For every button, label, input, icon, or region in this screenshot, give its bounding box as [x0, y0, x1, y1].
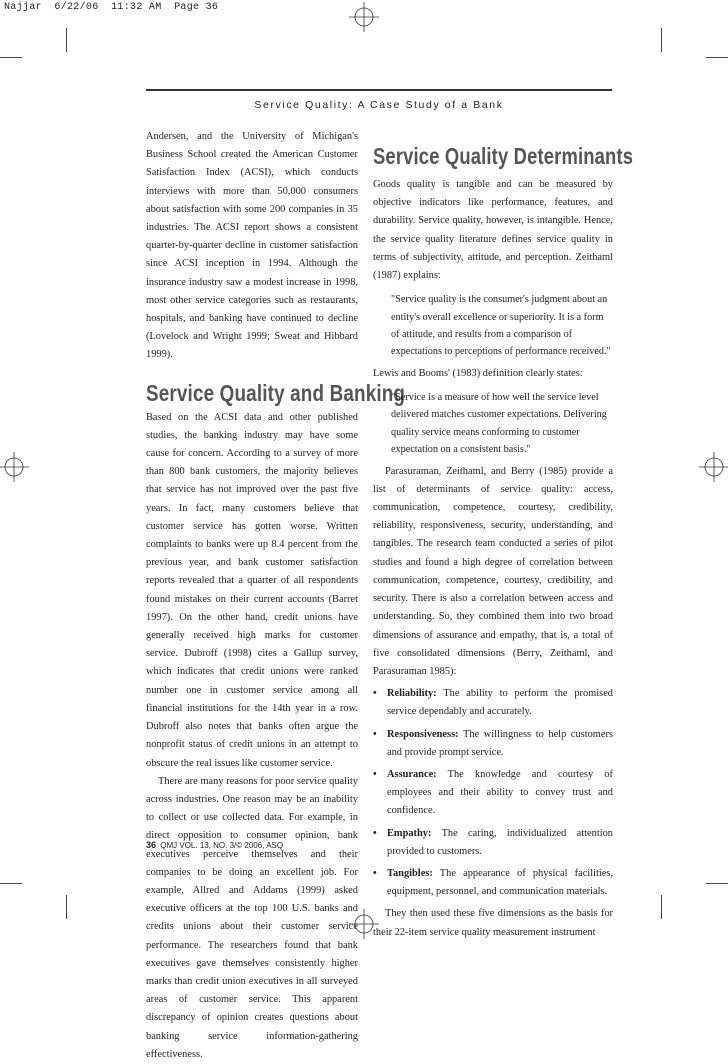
crop-mark-bottom-left-h — [0, 883, 22, 884]
running-head: Service Quality: A Case Study of a Bank — [254, 99, 504, 111]
page-number: 36 — [146, 840, 157, 850]
list-item-text: The knowledge and courtesy of employees and their ability to convey trust and confidence. — [387, 768, 613, 817]
list-item-text: The willingness to help customers and provide prompt service. — [387, 728, 613, 758]
registration-mark-right — [699, 452, 728, 482]
journal-citation: QMJ VOL. 13, NO. 3/© 2006, ASQ — [160, 841, 284, 850]
page-footer — [146, 840, 283, 850]
right-paragraph-2: Lewis and Booms' (1983) definition clearly states: — [373, 367, 583, 379]
dimensions-list — [373, 685, 613, 901]
print-slug: Najjar 6/22/06 11:32 AM Page 36 — [4, 2, 219, 13]
crop-mark-top-right-h — [706, 57, 728, 58]
left-column — [146, 128, 406, 1064]
list-item-term: Assurance: — [387, 768, 437, 780]
list-item-text: The appearance of physical facilities, equipment, personnel, and communication materials. — [387, 867, 613, 898]
left-paragraph-1: Andersen, and the University of Michigan's Business School created the American Customer Satisfaction Index (ACSI), which conducts interviews with more than 50,000 consumers about satisfaction with some 200 companies in 35 industries. The ACSI report shows a consistent quarter-by-quarter decline in customer satisfaction since ACSI inception in 1994. Although the insurance industry saw a modest increase in 1998, most other service categories such as restaurants, hospitals, and banking have continued to decline (Lovelock and Wright 1999; Sweat and Hibbard 1999). — [146, 131, 358, 361]
crop-mark-top-left-v — [66, 28, 67, 52]
bullet-icon: • — [373, 728, 377, 740]
right-paragraph-3: Parasuraman, Zeithaml, and Berry (1985) provide a list of determinants of service quality: access, communication, competence, courtesy, credibility, reliability, responsiveness, security, understanding, and tangibles. The research team conducted a series of pilot studies and found a high degree of correlation between communication, competence, courtesy, credibility, and security. There is also a correlation between access and understanding. So, they combined them into two broad dimensions of assurance and empathy, that is, a total of five consolidated dimensions (Berry, Zeithaml, and Parasuraman 1985): — [373, 465, 613, 677]
block-quote-zeithaml: "Service quality is the consumer's judgment about an entity's overall excellence or superiority. It is a form of attitude, and results from a comparison of expectations to perceptions of performance received." — [391, 294, 611, 358]
right-paragraph-4: They then used these five dimensions as the basis for their 22-item service quality measurement instrument — [373, 908, 613, 938]
list-item — [373, 685, 613, 721]
crop-mark-top-right-v — [661, 28, 662, 52]
registration-mark-left — [0, 452, 29, 482]
section-heading-banking: Service Quality and Banking — [146, 379, 406, 406]
list-item-term: Tangibles: — [387, 867, 433, 879]
crop-mark-bottom-right-h — [706, 883, 728, 884]
crop-mark-bottom-left-v — [66, 895, 67, 919]
list-item-term: Reliability: — [387, 688, 437, 700]
bullet-icon: • — [373, 827, 377, 839]
header-rule — [146, 89, 612, 91]
list-item-term: Responsiveness: — [387, 728, 459, 740]
crop-mark-bottom-right-v — [661, 895, 662, 919]
left-paragraph-3: There are many reasons for poor service quality across industries. One reason may be an inability to collect or use collected data. For example, in direct opposition to consumer opinion, bank executives perceive themselves and their companies to be doing an excellent job. For example, Allred and Addams (1999) asked executive officers at the top 100 U.S. banks and credits unions about their customer service performance. The researchers found that bank executives gave themselves consistently higher marks than credit union executives in all surveyed areas of customer service. This apparent discrepancy of opinion creates questions about banking service information-gathering effectiveness. — [146, 775, 358, 1060]
bullet-icon: • — [373, 688, 377, 700]
list-item — [373, 825, 613, 861]
list-item-term: Empathy: — [387, 827, 432, 839]
section-heading-determinants: Service Quality Determinants — [373, 143, 634, 169]
list-item — [373, 726, 613, 762]
list-item-text: The ability to perform the promised service dependably and accurately. — [387, 688, 613, 718]
crop-mark-top-left-h — [0, 57, 22, 58]
block-quote-lewis-booms: "Service is a measure of how well the service level delivered matches customer expectations. Delivering quality service means conforming to customer expectation on a consistent basis." — [391, 392, 607, 456]
bullet-icon: • — [373, 867, 377, 879]
list-item-text: The caring, individualized attention provided to customers. — [387, 827, 613, 857]
right-column — [373, 128, 634, 942]
list-item — [373, 865, 613, 901]
bullet-icon: • — [373, 768, 377, 780]
left-paragraph-2: Based on the ACSI data and other published studies, the banking industry may have some cause for concern. According to a survey of more than 800 bank customers, the majority believes that service has not improved over the past five years. In fact, many customers believe that customer service has gotten worse. Written complaints to banks were up 8.4 percent from the previous year, and bank customer satisfaction reports revealed that a quarter of all respondents found mistakes on their current accounts (Barret 1997). On the other hand, credit unions have generally received high marks for customer service. Dubroff (1998) cites a Gallup survey, which indicates that credit unions were ranked number one in customer service among all financial institutions for the 14th year in a row. Dubroff also notes that banks often argue the nonprofit status of credit unions in an attempt to obscure the real issues like customer service. — [146, 411, 358, 769]
right-paragraph-1: Goods quality is tangible and can be measured by objective indicators like performance, features, and durability. Service quality, however, is intangible. Hence, the service quality literature defines service quality in terms of subjectivity, attitude, and perception. Zeithaml (1987) explains: — [373, 179, 613, 282]
list-item — [373, 766, 613, 821]
registration-mark-top — [349, 2, 379, 32]
